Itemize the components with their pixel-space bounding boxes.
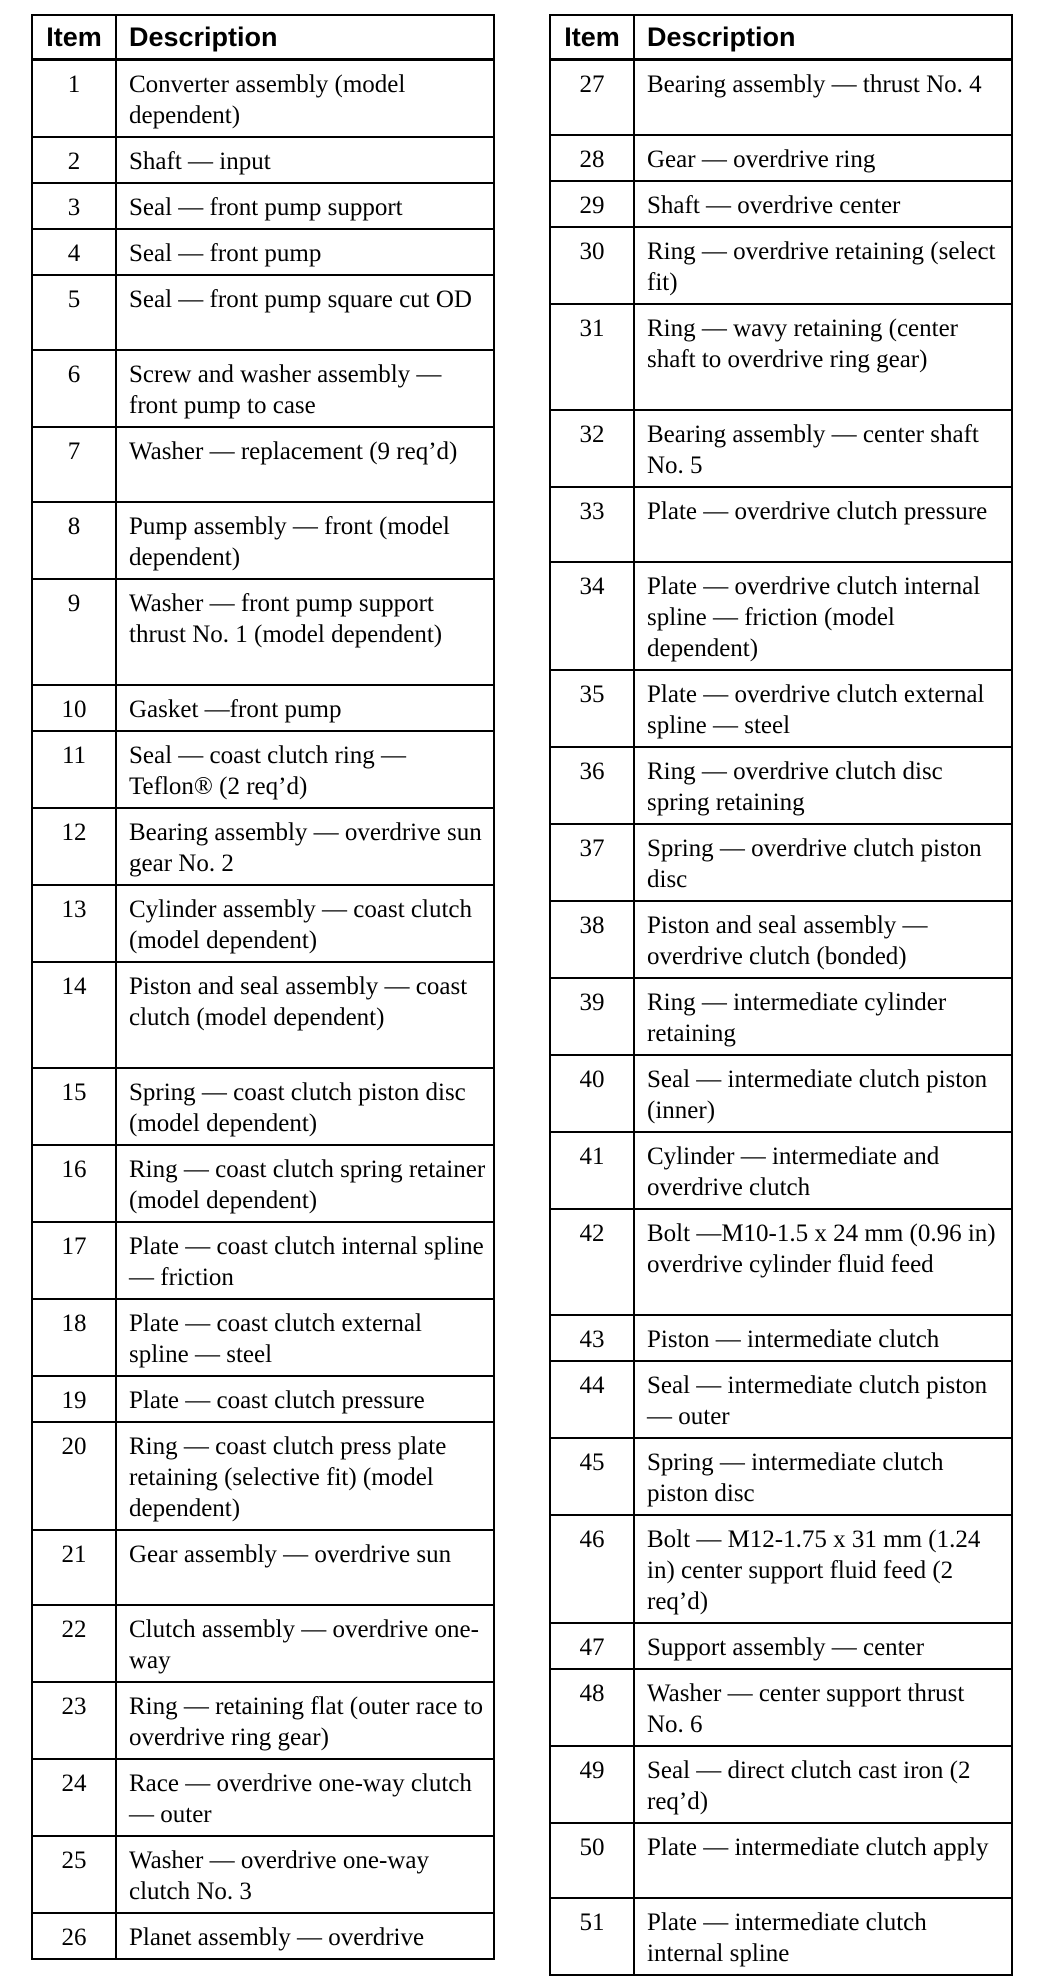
item-number: 36 [550, 747, 634, 824]
table-row [550, 1746, 1012, 1823]
table-row [550, 1055, 1012, 1132]
item-description: Plate — overdrive clutch pressure [634, 487, 1012, 562]
item-description: Ring — overdrive clutch disc spring retaining [634, 747, 1012, 824]
item-description: Ring — wavy retaining (center shaft to overdrive ring gear) [634, 304, 1012, 410]
table-row [32, 731, 494, 808]
item-description: Seal — front pump support [116, 183, 494, 229]
table-row [32, 183, 494, 229]
table-row [550, 227, 1012, 304]
item-description: Plate — intermediate clutch internal spline [634, 1898, 1012, 1975]
item-number: 44 [550, 1361, 634, 1438]
table-row [32, 1299, 494, 1376]
item-number: 18 [32, 1299, 116, 1376]
item-number: 8 [32, 502, 116, 579]
item-number: 7 [32, 427, 116, 502]
item-number: 12 [32, 808, 116, 885]
table-row [550, 181, 1012, 227]
item-description: Piston and seal assembly — overdrive clutch (bonded) [634, 901, 1012, 978]
item-description: Seal — coast clutch ring — Teflon® (2 req’d) [116, 731, 494, 808]
table-row [32, 229, 494, 275]
item-description: Spring — overdrive clutch piston disc [634, 824, 1012, 901]
item-number: 10 [32, 685, 116, 731]
table-row [32, 1836, 494, 1913]
item-column-header: Item [32, 15, 116, 60]
item-number: 11 [32, 731, 116, 808]
item-number: 30 [550, 227, 634, 304]
item-description: Bearing assembly — overdrive sun gear No. 2 [116, 808, 494, 885]
item-description: Screw and washer assembly — front pump to case [116, 350, 494, 427]
item-number: 40 [550, 1055, 634, 1132]
item-column-header: Item [550, 15, 634, 60]
item-description: Plate — intermediate clutch apply [634, 1823, 1012, 1898]
table-header-row [32, 15, 494, 60]
item-number: 43 [550, 1315, 634, 1361]
table-row [32, 808, 494, 885]
item-description: Seal — front pump square cut OD [116, 275, 494, 350]
item-number: 3 [32, 183, 116, 229]
table-row [550, 1669, 1012, 1746]
item-number: 41 [550, 1132, 634, 1209]
table-row [550, 1515, 1012, 1623]
item-number: 39 [550, 978, 634, 1055]
item-number: 24 [32, 1759, 116, 1836]
item-description: Plate — coast clutch internal spline — friction [116, 1222, 494, 1299]
item-description: Gear assembly — overdrive sun [116, 1530, 494, 1605]
table-row [32, 885, 494, 962]
table-row [550, 1623, 1012, 1669]
item-number: 32 [550, 410, 634, 487]
item-number: 35 [550, 670, 634, 747]
item-description: Ring — retaining flat (outer race to overdrive ring gear) [116, 1682, 494, 1759]
item-description: Plate — coast clutch external spline — steel [116, 1299, 494, 1376]
table-row [550, 824, 1012, 901]
item-description: Washer — front pump support thrust No. 1 (model dependent) [116, 579, 494, 685]
table-row [32, 1376, 494, 1422]
item-description: Seal — front pump [116, 229, 494, 275]
table-row [550, 1898, 1012, 1975]
item-description: Washer — replacement (9 req’d) [116, 427, 494, 502]
item-description: Cylinder assembly — coast clutch (model dependent) [116, 885, 494, 962]
item-description: Seal — intermediate clutch piston (inner) [634, 1055, 1012, 1132]
table-row [550, 1315, 1012, 1361]
item-description: Washer — overdrive one-way clutch No. 3 [116, 1836, 494, 1913]
table-row [550, 1823, 1012, 1898]
table-row [32, 1422, 494, 1530]
item-description: Plate — coast clutch pressure [116, 1376, 494, 1422]
table-row [32, 275, 494, 350]
item-number: 26 [32, 1913, 116, 1959]
item-number: 51 [550, 1898, 634, 1975]
table-row [32, 1068, 494, 1145]
item-description: Clutch assembly — overdrive one-way [116, 1605, 494, 1682]
item-description: Gasket —front pump [116, 685, 494, 731]
item-description: Cylinder — intermediate and overdrive clutch [634, 1132, 1012, 1209]
item-number: 23 [32, 1682, 116, 1759]
table-row [550, 304, 1012, 410]
item-description: Spring — coast clutch piston disc (model dependent) [116, 1068, 494, 1145]
table-row [550, 135, 1012, 181]
item-number: 37 [550, 824, 634, 901]
table-row [32, 502, 494, 579]
table-row [550, 562, 1012, 670]
item-description: Piston and seal assembly — coast clutch (model dependent) [116, 962, 494, 1068]
item-number: 22 [32, 1605, 116, 1682]
item-number: 4 [32, 229, 116, 275]
parts-table-right-body [550, 60, 1012, 1976]
item-number: 5 [32, 275, 116, 350]
item-number: 13 [32, 885, 116, 962]
item-description: Planet assembly — overdrive [116, 1913, 494, 1959]
item-description: Bolt — M12-1.75 x 31 mm (1.24 in) center support fluid feed (2 req’d) [634, 1515, 1012, 1623]
item-description: Shaft — input [116, 137, 494, 183]
table-row [32, 1530, 494, 1605]
item-number: 47 [550, 1623, 634, 1669]
parts-table-left-body [32, 60, 494, 1960]
item-description: Bolt —M10-1.5 x 24 mm (0.96 in) overdrive cylinder fluid feed [634, 1209, 1012, 1315]
description-column-header: Description [634, 15, 1012, 60]
item-description: Spring — intermediate clutch piston disc [634, 1438, 1012, 1515]
table-row [550, 747, 1012, 824]
table-row [550, 487, 1012, 562]
table-row [550, 1132, 1012, 1209]
item-description: Bearing assembly — center shaft No. 5 [634, 410, 1012, 487]
table-row [550, 1438, 1012, 1515]
description-column-header: Description [116, 15, 494, 60]
item-number: 38 [550, 901, 634, 978]
item-number: 25 [32, 1836, 116, 1913]
item-number: 28 [550, 135, 634, 181]
table-row [32, 137, 494, 183]
item-description: Washer — center support thrust No. 6 [634, 1669, 1012, 1746]
item-description: Plate — overdrive clutch internal spline — friction (model dependent) [634, 562, 1012, 670]
item-number: 34 [550, 562, 634, 670]
item-description: Ring — intermediate cylinder retaining [634, 978, 1012, 1055]
item-number: 42 [550, 1209, 634, 1315]
table-row [550, 1361, 1012, 1438]
item-description: Seal — direct clutch cast iron (2 req’d) [634, 1746, 1012, 1823]
item-description: Ring — coast clutch press plate retaining (selective fit) (model dependent) [116, 1422, 494, 1530]
parts-table-left [31, 14, 495, 1960]
item-number: 20 [32, 1422, 116, 1530]
item-number: 31 [550, 304, 634, 410]
item-number: 14 [32, 962, 116, 1068]
item-number: 45 [550, 1438, 634, 1515]
item-number: 15 [32, 1068, 116, 1145]
table-row [32, 350, 494, 427]
item-description: Ring — overdrive retaining (select fit) [634, 227, 1012, 304]
item-number: 19 [32, 1376, 116, 1422]
table-row [32, 962, 494, 1068]
item-description: Race — overdrive one-way clutch — outer [116, 1759, 494, 1836]
table-row [32, 685, 494, 731]
table-row [32, 427, 494, 502]
table-row [32, 1222, 494, 1299]
item-number: 1 [32, 60, 116, 138]
item-description: Plate — overdrive clutch external spline — steel [634, 670, 1012, 747]
item-number: 27 [550, 60, 634, 136]
item-number: 29 [550, 181, 634, 227]
item-number: 33 [550, 487, 634, 562]
item-number: 48 [550, 1669, 634, 1746]
table-row [32, 1913, 494, 1959]
table-row [550, 1209, 1012, 1315]
table-row [550, 410, 1012, 487]
item-description: Converter assembly (model dependent) [116, 60, 494, 138]
item-description: Shaft — overdrive center [634, 181, 1012, 227]
table-row [550, 60, 1012, 136]
table-row [32, 1759, 494, 1836]
table-row [32, 60, 494, 138]
item-description: Gear — overdrive ring [634, 135, 1012, 181]
item-number: 46 [550, 1515, 634, 1623]
table-row [550, 978, 1012, 1055]
table-row [32, 579, 494, 685]
item-number: 16 [32, 1145, 116, 1222]
table-row [32, 1145, 494, 1222]
item-description: Ring — coast clutch spring retainer (model dependent) [116, 1145, 494, 1222]
item-number: 17 [32, 1222, 116, 1299]
table-header-row [550, 15, 1012, 60]
item-number: 50 [550, 1823, 634, 1898]
table-row [32, 1682, 494, 1759]
table-row [550, 901, 1012, 978]
item-description: Piston — intermediate clutch [634, 1315, 1012, 1361]
item-description: Pump assembly — front (model dependent) [116, 502, 494, 579]
parts-table-right [549, 14, 1013, 1976]
table-row [550, 670, 1012, 747]
item-number: 2 [32, 137, 116, 183]
item-number: 21 [32, 1530, 116, 1605]
table-row [32, 1605, 494, 1682]
item-description: Seal — intermediate clutch piston — outer [634, 1361, 1012, 1438]
item-description: Bearing assembly — thrust No. 4 [634, 60, 1012, 136]
item-number: 6 [32, 350, 116, 427]
item-number: 49 [550, 1746, 634, 1823]
item-number: 9 [32, 579, 116, 685]
item-description: Support assembly — center [634, 1623, 1012, 1669]
